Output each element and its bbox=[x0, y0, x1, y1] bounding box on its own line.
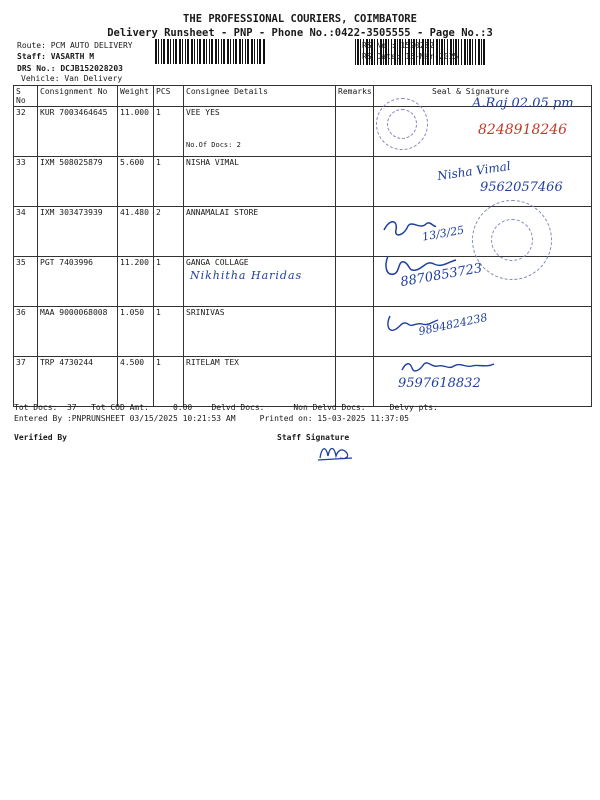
consignee-name: VEE YES bbox=[186, 108, 220, 117]
col-seal: Seal & Signature bbox=[374, 86, 592, 107]
handwritten-signature: Nisha Vimal bbox=[436, 158, 512, 184]
handwritten-phone: 8870853723 bbox=[399, 260, 484, 291]
row-sno: 36 bbox=[14, 307, 38, 357]
row-pcs: 1 bbox=[154, 357, 184, 407]
handwritten-signature: A.Raj 02.05 pm bbox=[472, 96, 574, 111]
row-weight: 11.000 bbox=[118, 107, 154, 157]
col-weight: Weight bbox=[118, 86, 154, 107]
row-pcs: 1 bbox=[154, 307, 184, 357]
store-seal-stamp bbox=[472, 200, 552, 280]
handwritten-date: 13/3/25 bbox=[421, 223, 466, 244]
signature-scribble bbox=[398, 356, 508, 378]
staff-signature-scribble bbox=[316, 440, 356, 464]
row-remarks bbox=[336, 207, 374, 257]
row-weight: 11.200 bbox=[118, 257, 154, 307]
row-consignment: IXM 303473939 bbox=[38, 207, 118, 257]
row-consignee bbox=[184, 107, 336, 157]
col-consignment: Consignment No bbox=[38, 86, 118, 107]
row-consignee: SRINIVAS bbox=[184, 307, 336, 357]
drs-number: DRS No.: DCJB152028203 bbox=[17, 64, 123, 73]
row-weight: 4.500 bbox=[118, 357, 154, 407]
entered-by-line: Entered By :PNPRUNSHEET 03/15/2025 10:21:53 AM Printed on: 15-03-2025 11:37:05 bbox=[14, 414, 409, 423]
runsheet-subtitle: Delivery Runsheet - PNP - Phone No.:0422-3505555 - Page No.:3 bbox=[107, 27, 493, 39]
staff-signature-label: Staff Signature bbox=[277, 433, 350, 442]
row-pcs: 1 bbox=[154, 107, 184, 157]
totals-line: Tot Docs: 37 Tot COD Amt: 0.00 Delvd Docs: Non Delvd Docs: Delvy pts: bbox=[14, 403, 438, 412]
row-remarks bbox=[336, 107, 374, 157]
row-consignee: NISHA VIMAL bbox=[184, 157, 336, 207]
row-weight: 41.480 bbox=[118, 207, 154, 257]
row-consignee: ANNAMALAI STORE bbox=[184, 207, 336, 257]
row-consignment: IXM 508025879 bbox=[38, 157, 118, 207]
handwritten-phone: 9894824238 bbox=[417, 310, 489, 339]
row-sno: 35 bbox=[14, 257, 38, 307]
row-consignee: RITELAM TEX bbox=[184, 357, 336, 407]
row-consignee: GANGA COLLAGE bbox=[184, 257, 336, 307]
row-pcs: 1 bbox=[154, 157, 184, 207]
row-consignment: TRP 4730244 bbox=[38, 357, 118, 407]
row-pcs: 1 bbox=[154, 257, 184, 307]
signature-scribble bbox=[382, 312, 442, 336]
signature-scribble bbox=[382, 252, 462, 280]
staff-text: Staff: VASARTH M bbox=[17, 52, 95, 61]
handwritten-phone: 9597618832 bbox=[398, 376, 481, 391]
handwritten-name: Nikhitha Haridas bbox=[190, 269, 303, 282]
company-title: THE PROFESSIONAL COURIERS, COIMBATORE bbox=[183, 13, 417, 25]
docs-count: No.Of Docs: 2 bbox=[186, 141, 241, 149]
table-row bbox=[14, 307, 592, 357]
route-text: Route: PCM AUTO DELIVERY bbox=[17, 41, 133, 50]
handwritten-phone: 9562057466 bbox=[480, 180, 563, 195]
col-consignee: Consignee Details bbox=[184, 86, 336, 107]
row-weight: 5.600 bbox=[118, 157, 154, 207]
col-remarks: Remarks bbox=[336, 86, 374, 107]
row-sno: 34 bbox=[14, 207, 38, 257]
row-remarks bbox=[336, 257, 374, 307]
drs-barcode bbox=[155, 39, 265, 64]
row-remarks bbox=[336, 357, 374, 407]
row-remarks bbox=[336, 307, 374, 357]
handwritten-phone: 8248918246 bbox=[478, 122, 568, 138]
row-remarks bbox=[336, 157, 374, 207]
row-weight: 1.050 bbox=[118, 307, 154, 357]
row-consignment: MAA 9000068008 bbox=[38, 307, 118, 357]
row-consignment: KUR 7003464645 bbox=[38, 107, 118, 157]
row-consignment: PGT 7403996 bbox=[38, 257, 118, 307]
row-sno: 33 bbox=[14, 157, 38, 207]
col-pcs: PCS bbox=[154, 86, 184, 107]
col-sno: S No bbox=[14, 86, 38, 107]
vehicle-text: Vehicle: Van Delivery bbox=[21, 74, 123, 83]
row-sno: 37 bbox=[14, 357, 38, 407]
signature-scribble bbox=[380, 216, 440, 242]
company-seal-stamp bbox=[376, 98, 428, 150]
rs-number: RS No.: 1520282 bbox=[362, 41, 435, 50]
verified-by-label: Verified By bbox=[14, 433, 67, 442]
row-sno: 32 bbox=[14, 107, 38, 157]
rs-date: RS Date: 15-Mar-2025 bbox=[362, 52, 459, 61]
row-pcs: 2 bbox=[154, 207, 184, 257]
